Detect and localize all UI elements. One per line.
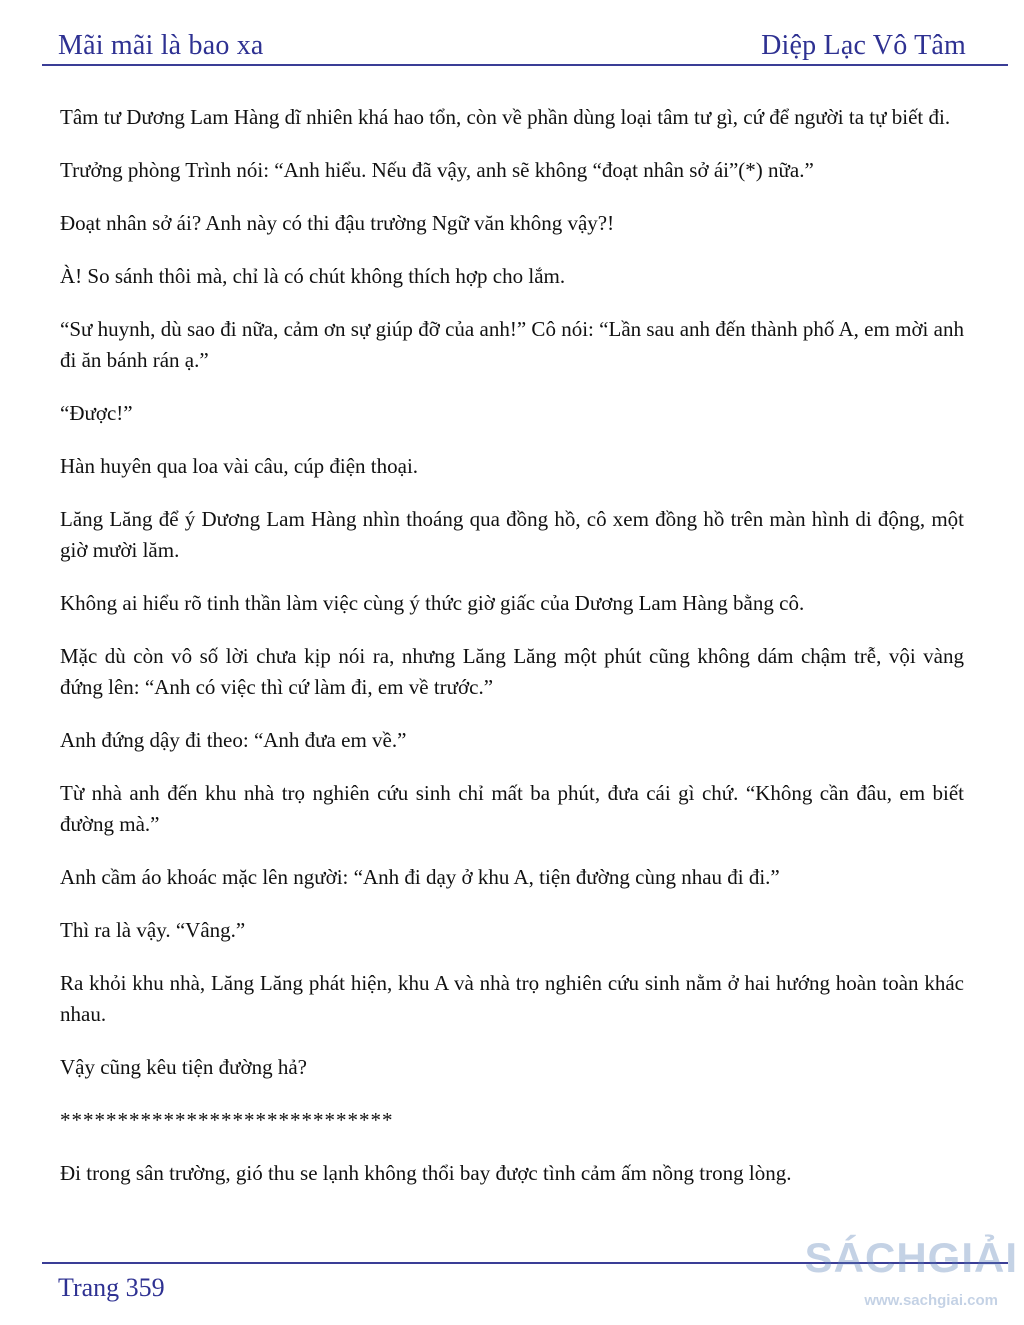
paragraph: Hàn huyên qua loa vài câu, cúp điện thoại. xyxy=(60,454,419,478)
book-title: Mãi mãi là bao xa xyxy=(58,30,264,61)
paragraph: Đoạt nhân sở ái? Anh này có thi đậu trường Ngữ văn không vậy?! xyxy=(60,211,615,235)
paragraph: Không ai hiểu rõ tinh thần làm việc cùng ý thức giờ giấc của Dương Lam Hàng bằng cô. xyxy=(60,591,805,615)
paragraph: “Được!” xyxy=(60,401,133,425)
watermark xyxy=(804,1230,1018,1316)
paragraph: “Sư huynh, dù sao đi nữa, cảm ơn sự giúp đỡ của anh!” Cô nói: “Lần sau anh đến thành phố A, em mời anh đi ăn bánh rán ạ.” xyxy=(60,317,964,372)
author-name: Diệp Lạc Vô Tâm xyxy=(761,30,966,61)
page-body xyxy=(60,102,964,1211)
paragraph: Thì ra là vậy. “Vâng.” xyxy=(60,918,246,942)
paragraph: Anh đứng dậy đi theo: “Anh đưa em về.” xyxy=(60,728,407,752)
paragraph: Anh cầm áo khoác mặc lên người: “Anh đi dạy ở khu A, tiện đường cùng nhau đi đi.” xyxy=(60,865,780,889)
paragraph: Mặc dù còn vô số lời chưa kịp nói ra, nhưng Lăng Lăng một phút cũng không dám chậm trễ, vội vàng đứng lên: “Anh có việc thì cứ làm đi, em về trước.” xyxy=(60,644,964,699)
watermark-url: www.sachgiai.com xyxy=(864,1292,998,1309)
paragraph: Tâm tư Dương Lam Hàng dĩ nhiên khá hao tổn, còn về phần dùng loại tâm tư gì, cứ để người ta tự biết đi. xyxy=(60,105,951,129)
paragraph: À! So sánh thôi mà, chỉ là có chút không thích hợp cho lắm. xyxy=(60,264,566,288)
paragraph: Ra khỏi khu nhà, Lăng Lăng phát hiện, khu A và nhà trọ nghiên cứu sinh nằm ở hai hướng hoàn toàn khác nhau. xyxy=(60,971,964,1026)
paragraph: Trưởng phòng Trình nói: “Anh hiểu. Nếu đã vậy, anh sẽ không “đoạt nhân sở ái”(*) nữa.” xyxy=(60,158,814,182)
paragraph: Từ nhà anh đến khu nhà trọ nghiên cứu sinh chỉ mất ba phút, đưa cái gì chứ. “Không cần đâu, em biết đường mà.” xyxy=(60,781,964,836)
paragraph: Lăng Lăng để ý Dương Lam Hàng nhìn thoáng qua đồng hồ, cô xem đồng hồ trên màn hình di động, một giờ mười lăm. xyxy=(60,507,964,562)
page-header xyxy=(58,22,966,62)
page-number: Trang 359 xyxy=(58,1273,165,1302)
scene-separator: ***************************** xyxy=(60,1108,394,1132)
watermark-logo: SÁCHGIẢI xyxy=(804,1234,1018,1281)
paragraph: Vậy cũng kêu tiện đường hả? xyxy=(60,1055,307,1079)
paragraph: Đi trong sân trường, gió thu se lạnh không thổi bay được tình cảm ấm nồng trong lòng. xyxy=(60,1161,792,1185)
header-divider xyxy=(42,64,1008,66)
